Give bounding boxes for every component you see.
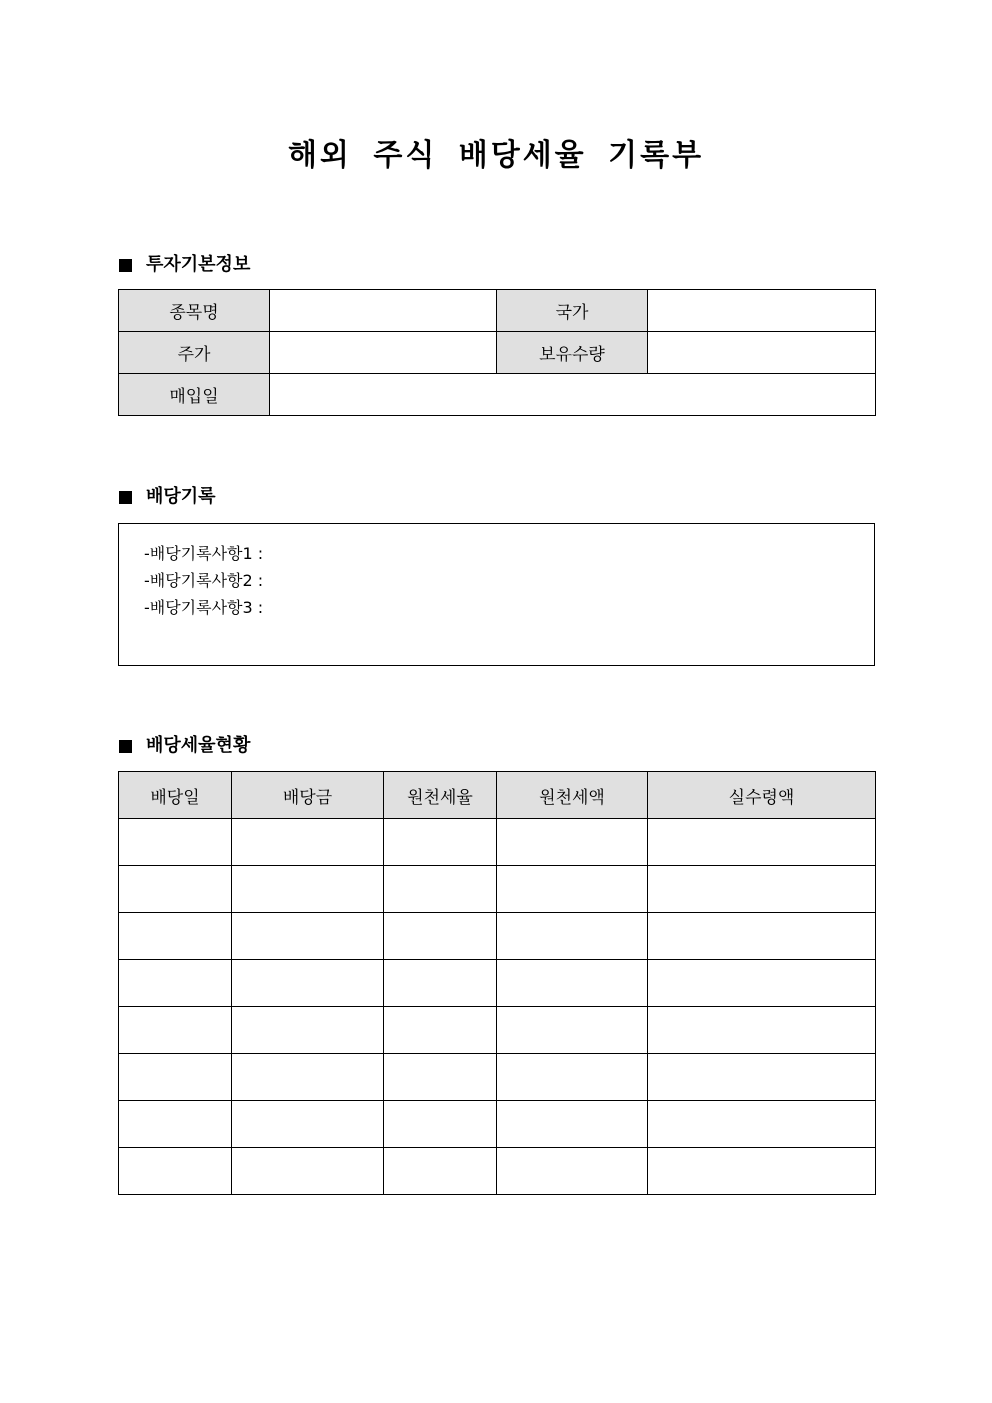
column-header-withholding-amount: 원천세액 — [497, 772, 648, 819]
table-cell[interactable] — [497, 819, 648, 866]
value-purchase-date[interactable] — [270, 374, 876, 416]
section-heading-dividend-record — [119, 485, 216, 509]
table-cell[interactable] — [119, 1148, 232, 1195]
section-heading-investment-info — [119, 253, 250, 277]
table-cell[interactable] — [648, 1148, 876, 1195]
label-holding-quantity: 보유수량 — [497, 332, 648, 374]
table-cell[interactable] — [119, 1054, 232, 1101]
investment-info-table — [118, 289, 876, 416]
table-row — [119, 1148, 876, 1195]
table-cell[interactable] — [384, 1101, 497, 1148]
table-cell[interactable] — [384, 913, 497, 960]
table-cell[interactable] — [497, 1054, 648, 1101]
page-title: 해외 주식 배당세율 기록부 — [287, 138, 705, 173]
table-row — [119, 913, 876, 960]
table-row — [119, 1101, 876, 1148]
table-cell[interactable] — [648, 1007, 876, 1054]
table-cell[interactable] — [232, 913, 384, 960]
section-heading-label: 투자기본정보 — [146, 254, 251, 275]
square-bullet-icon — [119, 491, 132, 504]
table-row — [119, 819, 876, 866]
table-row — [119, 1007, 876, 1054]
table-cell[interactable] — [119, 1007, 232, 1054]
table-cell[interactable] — [384, 960, 497, 1007]
table-cell[interactable] — [232, 1148, 384, 1195]
table-cell[interactable] — [119, 960, 232, 1007]
column-header-dividend-amount: 배당금 — [232, 772, 384, 819]
table-row — [119, 1054, 876, 1101]
label-purchase-date: 매입일 — [119, 374, 270, 416]
table-cell[interactable] — [232, 960, 384, 1007]
table-cell[interactable] — [119, 819, 232, 866]
table-cell[interactable] — [232, 1101, 384, 1148]
value-stock-price[interactable] — [270, 332, 497, 374]
section-heading-label: 배당기록 — [146, 486, 216, 507]
label-stock-price: 주가 — [119, 332, 270, 374]
table-cell[interactable] — [648, 960, 876, 1007]
table-cell[interactable] — [384, 1007, 497, 1054]
table-cell[interactable] — [384, 819, 497, 866]
column-header-net-received: 실수령액 — [648, 772, 876, 819]
square-bullet-icon — [119, 259, 132, 272]
label-stock-name: 종목명 — [119, 290, 270, 332]
column-header-dividend-date: 배당일 — [119, 772, 232, 819]
dividend-record-line-3: -배당기록사항3 : — [144, 598, 264, 617]
table-cell[interactable] — [648, 1101, 876, 1148]
table-cell[interactable] — [497, 1101, 648, 1148]
dividend-record-line-2: -배당기록사항2 : — [144, 571, 264, 590]
value-country[interactable] — [648, 290, 876, 332]
table-cell[interactable] — [119, 1101, 232, 1148]
value-stock-name[interactable] — [270, 290, 497, 332]
table-cell[interactable] — [232, 1007, 384, 1054]
table-cell[interactable] — [648, 1054, 876, 1101]
value-holding-quantity[interactable] — [648, 332, 876, 374]
table-cell[interactable] — [497, 1007, 648, 1054]
table-cell[interactable] — [497, 913, 648, 960]
table-cell[interactable] — [232, 1054, 384, 1101]
table-cell[interactable] — [497, 1148, 648, 1195]
section-heading-dividend-tax-status — [119, 734, 250, 758]
table-cell[interactable] — [648, 819, 876, 866]
dividend-record-box[interactable] — [118, 523, 875, 666]
table-cell[interactable] — [232, 819, 384, 866]
table-cell[interactable] — [648, 913, 876, 960]
table-cell[interactable] — [384, 866, 497, 913]
table-row — [119, 290, 876, 332]
table-cell[interactable] — [648, 866, 876, 913]
table-row — [119, 374, 876, 416]
table-cell[interactable] — [497, 960, 648, 1007]
dividend-tax-table — [118, 771, 876, 1195]
table-row — [119, 332, 876, 374]
label-country: 국가 — [497, 290, 648, 332]
table-cell[interactable] — [384, 1148, 497, 1195]
table-cell[interactable] — [119, 866, 232, 913]
table-cell[interactable] — [497, 866, 648, 913]
table-row — [119, 866, 876, 913]
table-cell[interactable] — [232, 866, 384, 913]
dividend-record-line-1: -배당기록사항1 : — [144, 544, 264, 563]
table-cell[interactable] — [384, 1054, 497, 1101]
square-bullet-icon — [119, 740, 132, 753]
table-row — [119, 960, 876, 1007]
table-cell[interactable] — [119, 913, 232, 960]
column-header-withholding-rate: 원천세율 — [384, 772, 497, 819]
section-heading-label: 배당세율현황 — [146, 735, 251, 756]
table-header-row — [119, 772, 876, 819]
